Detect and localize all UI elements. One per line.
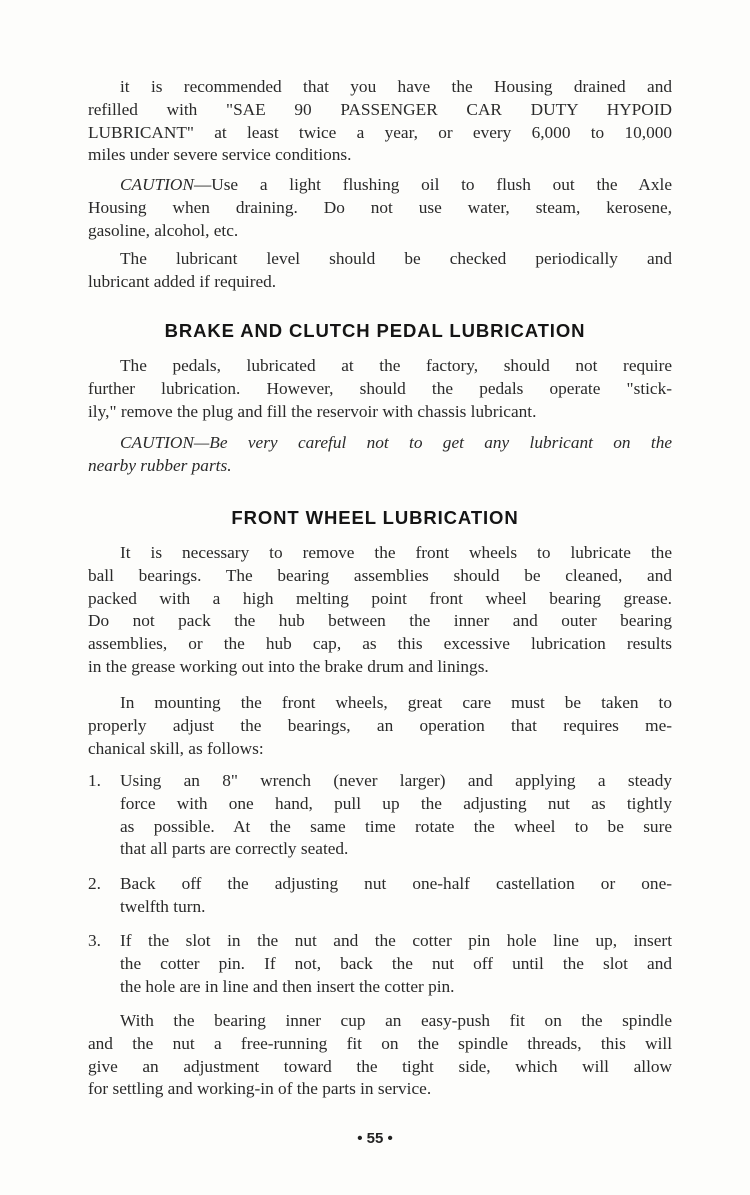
- text-line: properly adjust the bearings, an operation that requires me-: [88, 715, 672, 735]
- text-line: LUBRICANT" at least twice a year, or every 6,000 to 10,000: [88, 122, 672, 142]
- text-line: the hole are in line and then insert the cotter pin.: [120, 976, 455, 996]
- text-line: for settling and working-in of the parts in service.: [88, 1079, 432, 1099]
- text-line: The lubricant level should be checked periodically and: [120, 249, 672, 268]
- list-number: 1.: [88, 771, 101, 790]
- text-line: Do not pack the hub between the inner and outer bearing: [88, 611, 672, 631]
- text-line: CAUTION—Use a light flushing oil to flush out the Axle: [120, 175, 672, 194]
- text-line: Back off the adjusting nut one-half castellation or one-: [120, 874, 672, 893]
- list-text: [120, 873, 672, 919]
- text-line: miles under severe service conditions.: [88, 145, 352, 165]
- paragraph-housing-drain: [88, 76, 672, 167]
- text-line: gasoline, alcohol, etc.: [88, 220, 239, 240]
- list-item-2: [88, 873, 672, 919]
- text-line: the cotter pin. If not, back the nut off until the slot and: [120, 953, 672, 973]
- paragraph-adjustment: [88, 1010, 672, 1101]
- text-line: it is recommended that you have the Housing drained and: [120, 77, 672, 96]
- text-line: ily," remove the plug and fill the reservoir with chassis lubricant.: [88, 401, 537, 421]
- text-line: chanical skill, as follows:: [88, 738, 264, 758]
- list-item-1: [88, 770, 672, 861]
- paragraph-caution-rubber: [88, 432, 672, 478]
- text-line: lubricant added if required.: [88, 271, 277, 291]
- list-number: 3.: [88, 931, 101, 950]
- text-line: packed with a high melting point front wheel bearing grease.: [88, 588, 672, 608]
- text-line: Housing when draining. Do not use water, steam, kerosene,: [88, 197, 672, 217]
- text-line: assemblies, or the hub cap, as this excessive lubrication results: [88, 634, 672, 654]
- paragraph-caution-flushing: [88, 174, 672, 242]
- text-line: force with one hand, pull up the adjusting nut as tightly: [120, 793, 672, 813]
- heading-brake-clutch: BRAKE AND CLUTCH PEDAL LUBRICATION: [164, 320, 586, 341]
- text-line: and the nut a free-running fit on the spindle threads, this will: [88, 1033, 672, 1053]
- text-line: as possible. At the same time rotate the wheel to be sure: [120, 816, 672, 836]
- text-line: in the grease working out into the brake drum and linings.: [88, 656, 489, 676]
- list-item-3: [88, 930, 672, 998]
- heading-front-wheel: FRONT WHEEL LUBRICATION: [231, 507, 519, 528]
- paragraph-pedals: [88, 355, 672, 423]
- text-line: The pedals, lubricated at the factory, should not require: [120, 356, 672, 375]
- list-number: 2.: [88, 874, 101, 893]
- text-line: It is necessary to remove the front wheels to lubricate the: [120, 543, 672, 562]
- text-line: nearby rubber parts.: [88, 455, 232, 475]
- text-line: ball bearings. The bearing assemblies should be cleaned, and: [88, 565, 672, 585]
- paragraph-ball-bearings: [88, 542, 672, 679]
- text-line: twelfth turn.: [120, 896, 206, 916]
- text-line: With the bearing inner cup an easy-push fit on the spindle: [120, 1011, 672, 1030]
- list-text: [120, 770, 672, 861]
- text-line: refilled with "SAE 90 PASSENGER CAR DUTY HYPOID: [88, 99, 672, 119]
- text-line: If the slot in the nut and the cotter pin hole line up, insert: [120, 931, 672, 950]
- text-line: In mounting the front wheels, great care must be taken to: [120, 693, 672, 712]
- text-line: give an adjustment toward the tight side, which will allow: [88, 1056, 672, 1076]
- text-line: further lubrication. However, should the pedals operate "stick-: [88, 378, 672, 398]
- text-line: that all parts are correctly seated.: [120, 839, 349, 859]
- paragraph-mounting: [88, 692, 672, 760]
- text-line: Using an 8" wrench (never larger) and applying a steady: [120, 771, 672, 790]
- list-text: [120, 930, 672, 998]
- page-number: • 55 •: [357, 1130, 393, 1147]
- text-line: CAUTION—Be very careful not to get any lubricant on the: [120, 433, 672, 452]
- paragraph-lubricant-level: [88, 248, 672, 294]
